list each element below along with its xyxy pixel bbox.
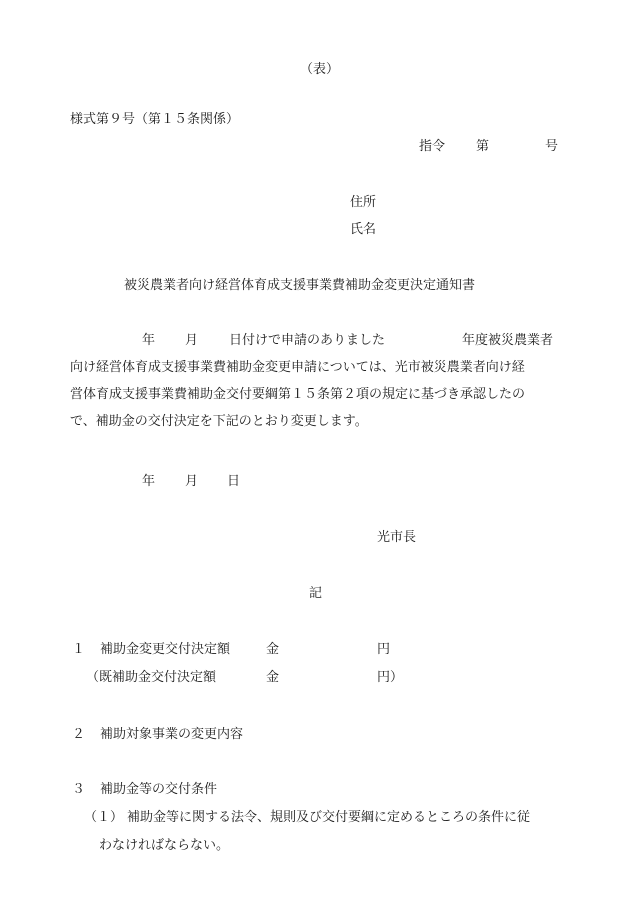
date-month: 月: [185, 474, 199, 489]
header-label: （表）: [300, 62, 340, 77]
body-line1-rest: 日付けで申請のありました: [229, 333, 386, 348]
ki-heading: 記: [309, 586, 323, 601]
form-number: 様式第９号（第１５条関係）: [70, 112, 240, 127]
item2-label: 補助対象事業の変更内容: [100, 727, 244, 742]
order-label: 指令: [419, 139, 446, 154]
condition1-line1: 補助金等に関する法令、規則及び交付要綱に定めるところの条件に従: [127, 810, 531, 825]
document-title: 被災農業者向け経営体育成支援事業費補助金変更決定通知書: [124, 278, 476, 293]
item3-number: ３: [72, 782, 86, 797]
address-label: 住所: [350, 195, 377, 210]
item1b-kin: 金: [266, 670, 280, 685]
date-day: 日: [227, 474, 241, 489]
body-month: 月: [185, 333, 199, 348]
body-year: 年: [142, 333, 156, 348]
item1b-yen: 円）: [377, 670, 404, 685]
item3-label: 補助金等の交付条件: [100, 782, 218, 797]
name-label: 氏名: [350, 222, 377, 237]
body-line3: 営体育成支援事業費補助金交付要綱第１５条第２項の規定に基づき承認したの: [70, 387, 526, 402]
order-dai: 第: [476, 139, 490, 154]
issuer: 光市長: [377, 530, 417, 545]
date-year: 年: [142, 474, 156, 489]
item1-kin: 金: [266, 642, 280, 657]
item1-label: 補助金変更交付決定額: [100, 642, 231, 657]
item1b-label: （既補助金交付決定額: [86, 670, 217, 685]
body-line2: 向け経営体育成支援事業費補助金変更申請については、光市被災農業者向け経: [70, 360, 525, 375]
item1-number: １: [72, 642, 86, 657]
order-go: 号: [545, 139, 559, 154]
condition1-number: （１）: [84, 810, 124, 825]
item2-number: ２: [72, 727, 86, 742]
body-line1-end: 年度被災農業者: [462, 333, 554, 348]
body-line4: で、補助金の交付決定を下記のとおり変更します。: [70, 414, 368, 429]
condition1-line2: わなければならない。: [99, 838, 230, 853]
item1-yen: 円: [377, 642, 391, 657]
